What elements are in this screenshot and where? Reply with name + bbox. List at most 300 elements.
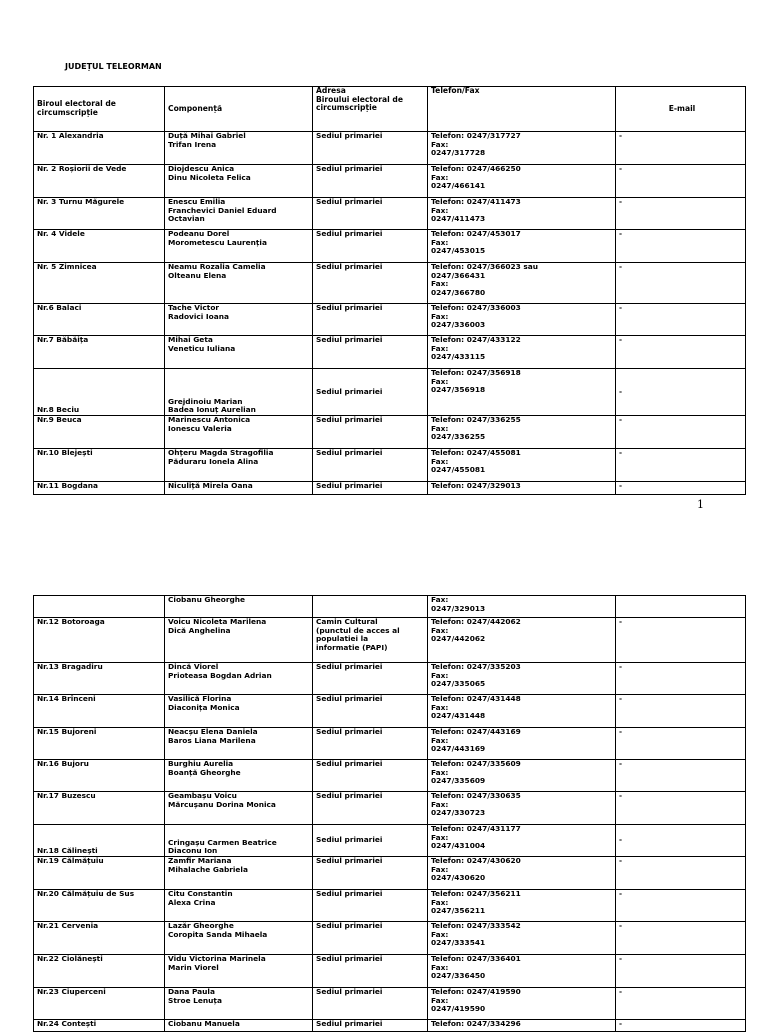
table-row: [34, 165, 746, 198]
biroul-cell-line: Nr. 1 Alexandria: [37, 131, 104, 140]
adresa-cell: [313, 304, 428, 336]
telefon-cell-line: Fax:: [431, 735, 449, 745]
componenta-cell: [165, 132, 313, 165]
telefon-cell-line: Fax:: [431, 625, 449, 635]
email-cell-line: -: [619, 889, 623, 898]
email-cell: [616, 760, 746, 792]
adresa-cell: [313, 336, 428, 369]
componenta-cell-line: Mihai Geta: [168, 335, 213, 344]
componenta-cell-line: Duță Mihai Gabriel: [168, 131, 246, 140]
email-cell-line: -: [619, 448, 623, 457]
adresa-cell: [313, 165, 428, 198]
telefon-cell-line: Telefon: 0247/431177: [431, 824, 521, 833]
telefon-cell-line: Fax:: [431, 864, 449, 874]
adresa-cell: [313, 695, 428, 728]
telefon-cell-line: 0247/356211: [431, 906, 486, 916]
telefon-cell-line: 0247/430620: [431, 873, 486, 883]
componenta-cell-line: Niculiță Mirela Oana: [168, 481, 253, 490]
telefon-cell: [428, 988, 616, 1020]
componenta-cell-line: Baros Liana Marilena: [168, 735, 256, 745]
adresa-cell: [313, 988, 428, 1020]
componenta-cell: [165, 230, 313, 263]
email-cell-line: -: [619, 415, 623, 424]
header-componenta-line: Componență: [168, 103, 223, 113]
adresa-cell: [313, 663, 428, 695]
adresa-cell: [313, 955, 428, 988]
biroul-cell-line: Nr. 5 Zimnicea: [37, 262, 97, 271]
componenta-cell-line: Podeanu Dorel: [168, 229, 230, 238]
adresa-cell: [313, 263, 428, 304]
telefon-cell-line: Telefon: 0247/431448: [431, 694, 521, 703]
telefon-cell: [428, 922, 616, 955]
email-cell-line: -: [619, 954, 623, 963]
componenta-cell-line: Ionescu Valeria: [168, 423, 232, 433]
biroul-cell: [34, 263, 165, 304]
componenta-cell: [165, 663, 313, 695]
telefon-cell-line: Telefon: 0247/356211: [431, 889, 521, 898]
adresa-cell: [313, 792, 428, 825]
biroul-cell: [34, 416, 165, 449]
telefon-cell: [428, 618, 616, 663]
biroul-cell-line: Nr.16 Bujoru: [37, 759, 89, 768]
biroul-cell-line: Nr. 3 Turnu Măgurele: [37, 197, 125, 206]
telefon-cell-line: Telefon: 0247/419590: [431, 987, 521, 996]
telefon-cell: [428, 890, 616, 922]
header-adresa: [313, 87, 428, 132]
email-cell: [616, 230, 746, 263]
table-row: [34, 369, 746, 416]
table-row: [34, 304, 746, 336]
biroul-cell-line: Nr.23 Ciuperceni: [37, 987, 106, 996]
adresa-cell-line: Sediul primariei: [316, 987, 383, 996]
table-row: [34, 482, 746, 495]
biroul-cell-line: Nr.8 Beciu: [37, 405, 80, 415]
biroul-cell: [34, 132, 165, 165]
telefon-cell-line: 0247/411473: [431, 214, 486, 224]
componenta-cell-line: Dinu Nicoleta Felica: [168, 172, 251, 182]
componenta-cell-line: Radovici Ioana: [168, 311, 229, 321]
componenta-cell-line: Mărcușanu Dorina Monica: [168, 799, 276, 809]
telefon-cell-line: 0247/453015: [431, 246, 486, 256]
componenta-cell-line: Ciobanu Gheorghe: [168, 595, 246, 604]
telefon-cell-line: Fax:: [431, 376, 449, 386]
biroul-cell: [34, 596, 165, 618]
componenta-cell: [165, 304, 313, 336]
document-title: JUDEȚUL TELEORMAN: [65, 62, 162, 71]
adresa-cell-line: Sediul primariei: [316, 889, 383, 898]
componenta-cell-line: Dana Paula: [168, 987, 215, 996]
adresa-cell: [313, 132, 428, 165]
email-cell-line: -: [619, 262, 623, 271]
email-cell: [616, 263, 746, 304]
email-cell: [616, 857, 746, 890]
biroul-cell: [34, 1020, 165, 1032]
email-cell-line: -: [619, 481, 623, 490]
table-row: [34, 449, 746, 482]
telefon-cell-line: 0247/419590: [431, 1004, 486, 1014]
componenta-cell-line: Diaconu Ion: [168, 846, 218, 856]
componenta-cell-line: Vasilică Florina: [168, 694, 232, 703]
table-row: [34, 663, 746, 695]
biroul-cell-line: Nr.21 Cervenia: [37, 921, 99, 930]
header-telefon-line: Telefon/Fax: [431, 86, 480, 95]
adresa-cell: [313, 482, 428, 495]
biroul-cell: [34, 198, 165, 230]
componenta-cell-line: Franchevici Daniel Eduard: [168, 205, 277, 215]
telefon-cell-line: Fax:: [431, 279, 449, 289]
telefon-cell-line: Telefon: 0247/333542: [431, 921, 521, 930]
biroul-cell-line: Nr. 4 Videle: [37, 229, 85, 238]
email-cell-line: -: [619, 727, 623, 736]
telefon-cell-line: Telefon: 0247/336255: [431, 415, 521, 424]
biroul-cell-line: Nr.11 Bogdana: [37, 481, 98, 490]
componenta-cell: [165, 1020, 313, 1032]
biroul-cell-line: Nr.24 Contești: [37, 1019, 97, 1028]
componenta-cell-line: Cringașu Carmen Beatrice: [168, 837, 277, 847]
table-row: [34, 230, 746, 263]
telefon-cell-line: Telefon: 0247/335203: [431, 662, 521, 671]
email-cell: [616, 198, 746, 230]
componenta-cell: [165, 955, 313, 988]
telefon-cell: [428, 369, 616, 416]
adresa-cell-line: Sediul primariei: [316, 131, 383, 140]
componenta-cell-line: Tache Victor: [168, 303, 220, 312]
biroul-cell: [34, 663, 165, 695]
telefon-cell: [428, 336, 616, 369]
email-cell-line: -: [619, 987, 623, 996]
telefon-cell: [428, 955, 616, 988]
table-header-row: [34, 87, 746, 132]
componenta-cell: [165, 482, 313, 495]
email-cell: [616, 988, 746, 1020]
adresa-cell-line: Sediul primariei: [316, 662, 383, 671]
email-cell: [616, 449, 746, 482]
table-row: [34, 857, 746, 890]
telefon-cell-line: Telefon: 0247/442062: [431, 617, 521, 626]
telefon-cell-line: 0247/329013: [431, 603, 486, 613]
telefon-cell-line: 0247/442062: [431, 634, 486, 644]
adresa-cell-line: informatie (PAPI): [316, 642, 388, 652]
telefon-cell-line: Telefon: 0247/433122: [431, 335, 521, 344]
componenta-cell-line: Citu Constantin: [168, 889, 233, 898]
telefon-cell-line: Telefon: 0247/336003: [431, 303, 521, 312]
componenta-cell-line: Zamfir Mariana: [168, 856, 232, 865]
biroul-cell: [34, 760, 165, 792]
biroul-cell-line: Nr.9 Beuca: [37, 415, 82, 424]
telefon-cell: [428, 857, 616, 890]
componenta-cell-line: Ohțeru Magda Stragofilia: [168, 448, 274, 457]
biroul-cell: [34, 955, 165, 988]
telefon-cell: [428, 825, 616, 857]
telefon-cell: [428, 663, 616, 695]
biroul-cell: [34, 825, 165, 857]
email-cell-line: -: [619, 759, 623, 768]
telefon-cell-line: Telefon: 0247/455081: [431, 448, 521, 457]
componenta-cell: [165, 890, 313, 922]
componenta-cell-line: Prioteasa Bogdan Adrian: [168, 670, 272, 680]
telefon-cell: [428, 760, 616, 792]
biroul-cell-line: Nr.13 Bragadiru: [37, 662, 103, 671]
telefon-cell: [428, 449, 616, 482]
adresa-cell-line: Sediul primariei: [316, 759, 383, 768]
adresa-cell-line: Sediul primariei: [316, 835, 383, 845]
telefon-cell-line: Fax:: [431, 423, 449, 433]
telefon-cell-line: 0247/336255: [431, 432, 486, 442]
telefon-cell-line: Telefon: 0247/336401: [431, 954, 521, 963]
telefon-cell-line: Fax:: [431, 702, 449, 712]
adresa-cell-line: Sediul primariei: [316, 262, 383, 271]
email-cell: [616, 955, 746, 988]
header-biroul: [34, 87, 165, 132]
biroul-cell: [34, 165, 165, 198]
biroul-cell-line: Nr.22 Ciolănești: [37, 954, 103, 963]
header-biroul-line: circumscripție: [37, 108, 98, 117]
telefon-cell-line: 0247/317728: [431, 148, 486, 158]
biroul-cell: [34, 728, 165, 760]
email-cell: [616, 132, 746, 165]
adresa-cell: [313, 1020, 428, 1032]
adresa-cell-line: Sediul primariei: [316, 386, 383, 396]
adresa-cell-line: Camin Cultural: [316, 617, 378, 626]
adresa-cell-line: Sediul primariei: [316, 335, 383, 344]
email-cell: [616, 890, 746, 922]
componenta-cell-line: Veneticu Iuliana: [168, 343, 236, 353]
biroul-cell-line: Nr.17 Buzescu: [37, 791, 96, 800]
email-cell: [616, 1020, 746, 1032]
email-cell-line: -: [619, 335, 623, 344]
componenta-cell: [165, 416, 313, 449]
email-cell: [616, 663, 746, 695]
adresa-cell: [313, 728, 428, 760]
table-row: [34, 263, 746, 304]
electoral-table-page-2: [33, 595, 746, 1032]
biroul-cell: [34, 857, 165, 890]
telefon-cell-line: Fax:: [431, 799, 449, 809]
telefon-cell-line: 0247/433115: [431, 352, 486, 362]
biroul-cell: [34, 304, 165, 336]
componenta-cell-line: Olteanu Elena: [168, 270, 227, 280]
telefon-cell-line: 0247/336450: [431, 971, 486, 981]
email-cell-line: -: [619, 229, 623, 238]
componenta-cell-line: Diaconița Monica: [168, 702, 240, 712]
biroul-cell: [34, 369, 165, 416]
componenta-cell-line: Coropita Sanda Mihaela: [168, 929, 268, 939]
componenta-cell-line: Boanță Gheorghe: [168, 767, 241, 777]
componenta-cell-line: Morometescu Laurenția: [168, 237, 267, 247]
adresa-cell: [313, 416, 428, 449]
adresa-cell-line: Sediul primariei: [316, 791, 383, 800]
componenta-cell-line: Dică Anghelina: [168, 625, 231, 635]
adresa-cell-line: Sediul primariei: [316, 727, 383, 736]
componenta-cell: [165, 596, 313, 618]
telefon-cell: [428, 230, 616, 263]
email-cell-line: -: [619, 791, 623, 800]
componenta-cell-line: Badea Ionuț Aurelian: [168, 405, 256, 415]
table-row: [34, 825, 746, 857]
telefon-cell: [428, 198, 616, 230]
telefon-cell-line: 0247/336003: [431, 320, 486, 330]
telefon-cell-line: 0247/335065: [431, 679, 486, 689]
email-cell-line: -: [619, 662, 623, 671]
header-telefon: [428, 87, 616, 132]
adresa-cell-line: Sediul primariei: [316, 164, 383, 173]
biroul-cell: [34, 988, 165, 1020]
telefon-cell: [428, 728, 616, 760]
telefon-cell-line: Telefon: 0247/329013: [431, 481, 521, 490]
componenta-cell-line: Stroe Lenuța: [168, 995, 222, 1005]
telefon-cell-line: 0247/330723: [431, 808, 486, 818]
email-cell: [616, 728, 746, 760]
telefon-cell-line: Telefon: 0247/466250: [431, 164, 521, 173]
componenta-cell: [165, 792, 313, 825]
adresa-cell-line: Sediul primariei: [316, 448, 383, 457]
table-row: [34, 922, 746, 955]
email-cell-line: -: [619, 835, 623, 845]
telefon-cell-line: Fax:: [431, 832, 449, 842]
componenta-cell: [165, 857, 313, 890]
biroul-cell: [34, 792, 165, 825]
telefon-cell-line: 0247/366780: [431, 287, 486, 297]
telefon-cell-line: Telefon: 0247/443169: [431, 727, 521, 736]
telefon-cell: [428, 1020, 616, 1032]
biroul-cell-line: Nr.15 Bujoreni: [37, 727, 97, 736]
telefon-cell-line: Fax:: [431, 139, 449, 149]
telefon-cell-line: 0247/466141: [431, 181, 486, 191]
adresa-cell: [313, 230, 428, 263]
telefon-cell-line: Telefon: 0247/335609: [431, 759, 521, 768]
telefon-cell-line: Telefon: 0247/330635: [431, 791, 521, 800]
biroul-cell-line: Nr.12 Botoroaga: [37, 617, 105, 626]
telefon-cell-line: Fax:: [431, 205, 449, 215]
telefon-cell-line: Fax:: [431, 311, 449, 321]
table-row: [34, 760, 746, 792]
header-email: [616, 87, 746, 132]
componenta-cell: [165, 988, 313, 1020]
table-row: [34, 618, 746, 663]
telefon-cell-line: Fax:: [431, 962, 449, 972]
table-row: [34, 792, 746, 825]
componenta-cell-line: Marin Viorel: [168, 962, 219, 972]
componenta-cell: [165, 695, 313, 728]
telefon-cell-line: Fax:: [431, 929, 449, 939]
email-cell: [616, 792, 746, 825]
adresa-cell-line: Sediul primariei: [316, 303, 383, 312]
adresa-cell-line: Sediul primariei: [316, 481, 383, 490]
componenta-cell-line: Neacșu Elena Daniela: [168, 727, 258, 736]
telefon-cell-line: Telefon: 0247/453017: [431, 229, 521, 238]
componenta-cell: [165, 825, 313, 857]
email-cell-line: -: [619, 1019, 623, 1028]
telefon-cell: [428, 165, 616, 198]
telefon-cell: [428, 416, 616, 449]
componenta-cell-line: Vidu Victorina Marinela: [168, 954, 266, 963]
componenta-cell-line: Ciobanu Manuela: [168, 1019, 240, 1028]
telefon-cell: [428, 263, 616, 304]
telefon-cell-line: Fax:: [431, 767, 449, 777]
componenta-cell: [165, 263, 313, 304]
telefon-cell-line: Fax:: [431, 237, 449, 247]
telefon-cell-line: Telefon: 0247/430620: [431, 856, 521, 865]
telefon-cell-line: Telefon: 0247/317727: [431, 131, 521, 140]
componenta-cell-line: Grejdinoiu Marian: [168, 396, 243, 406]
email-cell: [616, 336, 746, 369]
biroul-cell-line: Nr.18 Călinești: [37, 846, 98, 856]
email-cell-line: -: [619, 856, 623, 865]
componenta-cell: [165, 369, 313, 416]
telefon-cell-line: Fax:: [431, 343, 449, 353]
adresa-cell-line: Sediul primariei: [316, 856, 383, 865]
email-cell-line: -: [619, 386, 623, 396]
table-row: [34, 695, 746, 728]
biroul-cell: [34, 890, 165, 922]
biroul-cell: [34, 230, 165, 263]
email-cell: [616, 922, 746, 955]
adresa-cell: [313, 825, 428, 857]
adresa-cell-line: Sediul primariei: [316, 921, 383, 930]
email-cell-line: -: [619, 617, 623, 626]
email-cell: [616, 825, 746, 857]
telefon-cell: [428, 695, 616, 728]
biroul-cell-line: Nr.14 Brînceni: [37, 694, 96, 703]
telefon-cell: [428, 482, 616, 495]
telefon-cell-line: Fax:: [431, 995, 449, 1005]
electoral-table-page-1: [33, 86, 746, 495]
email-cell-line: -: [619, 164, 623, 173]
biroul-cell-line: Nr.20 Călmățuiu de Sus: [37, 889, 135, 898]
adresa-cell: [313, 449, 428, 482]
email-cell: [616, 596, 746, 618]
telefon-cell-line: Fax:: [431, 670, 449, 680]
adresa-cell: [313, 922, 428, 955]
componenta-cell: [165, 728, 313, 760]
adresa-cell-line: (punctul de acces al: [316, 625, 400, 635]
componenta-cell-line: Mihalache Gabriela: [168, 864, 248, 874]
biroul-cell: [34, 482, 165, 495]
email-cell: [616, 695, 746, 728]
biroul-cell-line: Nr.7 Băbăița: [37, 335, 89, 344]
adresa-cell-line: Sediul primariei: [316, 415, 383, 424]
telefon-cell-line: 0247/431004: [431, 841, 486, 851]
telefon-cell: [428, 304, 616, 336]
adresa-cell-line: Sediul primariei: [316, 197, 383, 206]
page-number: 1: [697, 498, 704, 511]
email-cell-line: -: [619, 921, 623, 930]
biroul-cell: [34, 695, 165, 728]
adresa-cell: [313, 198, 428, 230]
table-row: [34, 728, 746, 760]
componenta-cell-line: Voicu Nicoleta Marilena: [168, 617, 267, 626]
adresa-cell-line: populatiei la: [316, 634, 369, 644]
telefon-cell-line: 0247/443169: [431, 744, 486, 754]
componenta-cell-line: Trifan Irena: [168, 139, 217, 149]
header-adresa-line: Biroului electoral de: [316, 94, 403, 104]
componenta-cell-line: Diojdescu Anica: [168, 164, 235, 173]
email-cell: [616, 369, 746, 416]
adresa-cell: [313, 890, 428, 922]
telefon-cell: [428, 132, 616, 165]
email-cell-line: -: [619, 303, 623, 312]
biroul-cell: [34, 922, 165, 955]
adresa-cell: [313, 857, 428, 890]
telefon-cell: [428, 792, 616, 825]
biroul-cell-line: Nr.10 Blejești: [37, 448, 93, 457]
email-cell: [616, 618, 746, 663]
componenta-cell-line: Păduraru Ionela Alina: [168, 456, 259, 466]
componenta-cell: [165, 336, 313, 369]
componenta-cell: [165, 922, 313, 955]
telefon-cell: [428, 596, 616, 618]
componenta-cell-line: Marinescu Antonica: [168, 415, 251, 424]
